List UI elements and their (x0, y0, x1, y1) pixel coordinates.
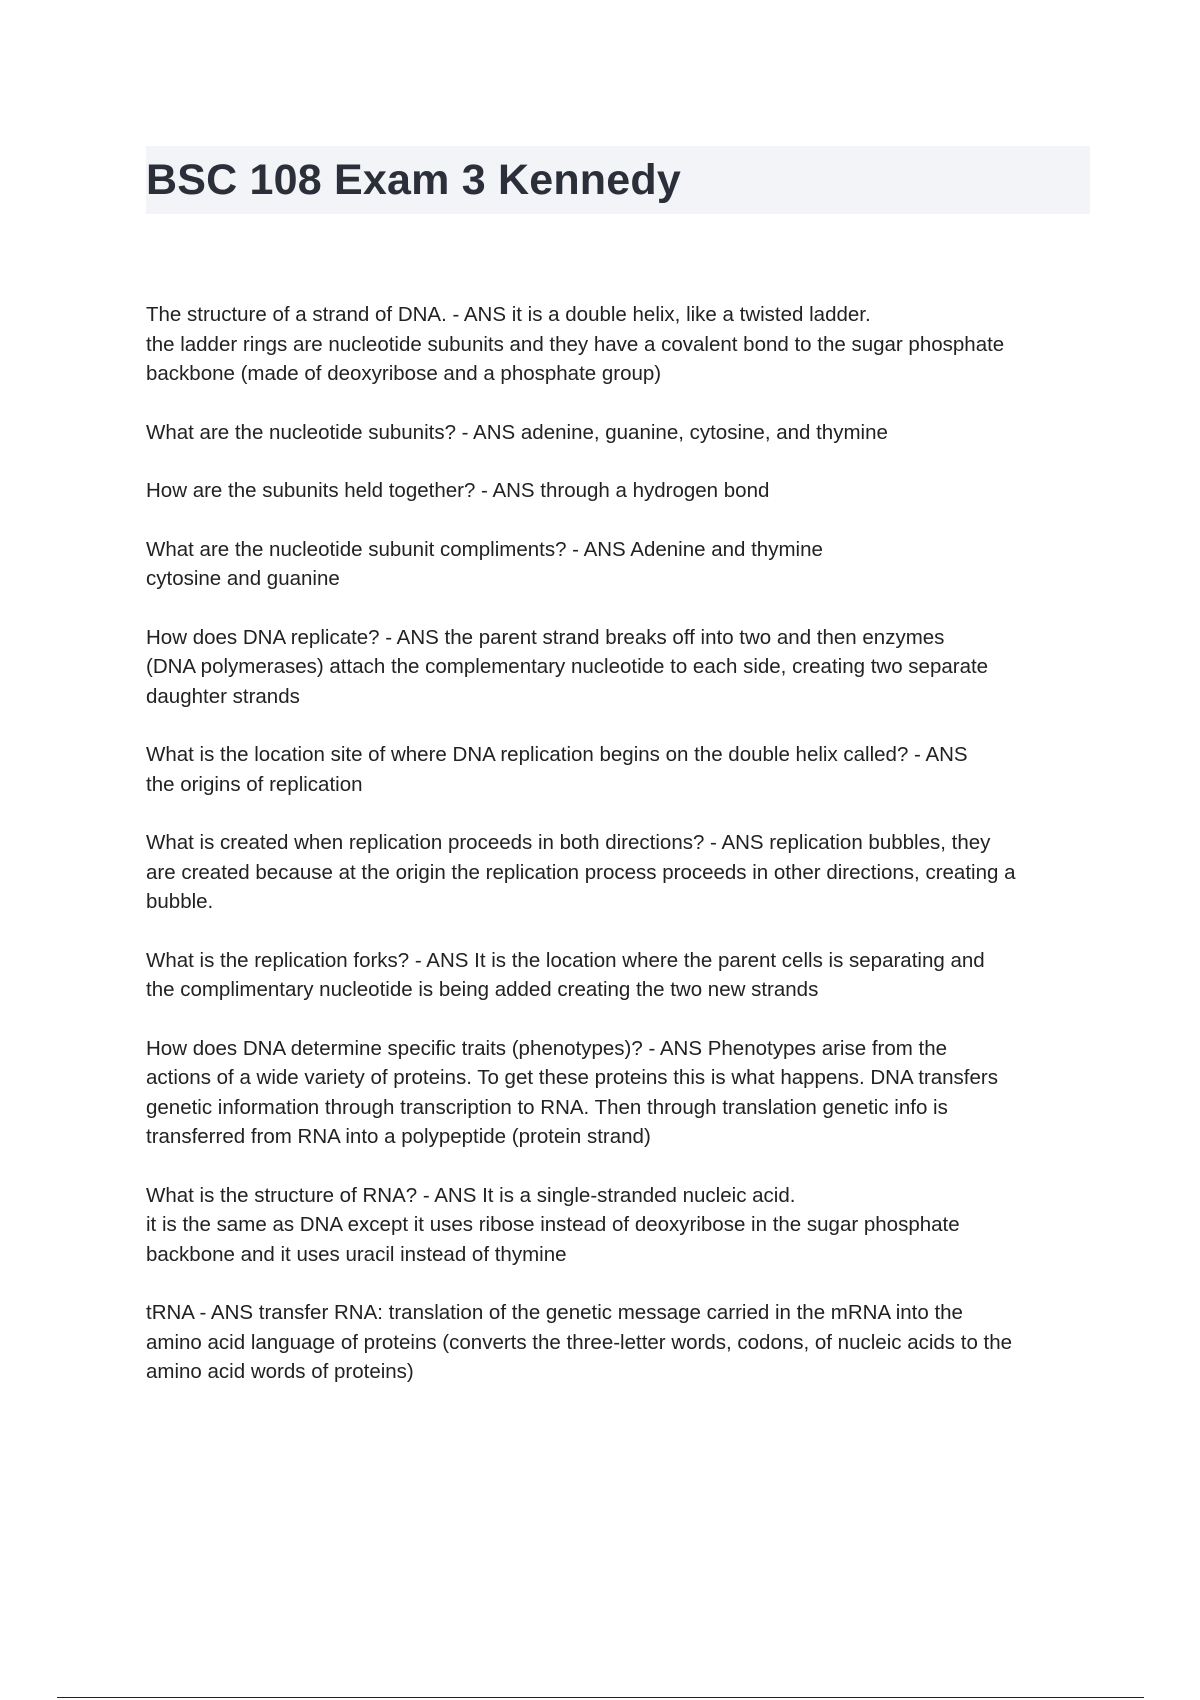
qa-line: daughter strands (146, 684, 300, 708)
qa-line: The structure of a strand of DNA. - ANS it is a double helix, like a twisted ladder. (146, 303, 871, 326)
qa-line: How are the subunits held together? - ANS through a hydrogen bond (146, 479, 770, 502)
qa-line: What are the nucleotide subunits? - ANS adenine, guanine, cytosine, and thymine (146, 420, 888, 444)
qa-entry (146, 740, 1096, 799)
qa-line: transferred from RNA into a polypeptide (protein strand) (146, 1125, 651, 1148)
qa-line: the origins of replication (146, 772, 363, 796)
qa-line: tRNA - ANS transfer RNA: translation of the genetic message carried in the mRNA into the (146, 1301, 963, 1324)
qa-line: How does DNA determine specific traits (phenotypes)? - ANS Phenotypes arise from the (146, 1036, 948, 1060)
qa-entry (146, 828, 1096, 917)
qa-line: actions of a wide variety of proteins. To get these proteins this is what happens. DNA transfers (146, 1066, 998, 1089)
qa-entry (146, 476, 1096, 506)
qa-line: (DNA polymerases) attach the complementary nucleotide to each side, creating two separate (146, 655, 989, 678)
qa-line: What are the nucleotide subunit compliments? - ANS Adenine and thymine (146, 537, 823, 561)
qa-entry (146, 946, 1096, 1005)
qa-entry (146, 1298, 1096, 1387)
qa-entry (146, 1034, 1096, 1152)
qa-line: the complimentary nucleotide is being added creating the two new strands (146, 978, 819, 1001)
qa-line: cytosine and guanine (146, 567, 340, 590)
qa-entry (146, 300, 1096, 389)
qa-entry (146, 623, 1096, 712)
qa-line: are created because at the origin the replication process proceeds in other directions, creating a (146, 860, 1016, 884)
qa-line: bubble. (146, 890, 214, 913)
qa-line: backbone and it uses uracil instead of thymine (146, 1242, 567, 1266)
qa-line: amino acid words of proteins) (146, 1360, 414, 1383)
qa-entry (146, 535, 1096, 594)
qa-line: backbone (made of deoxyribose and a phosphate group) (146, 362, 662, 385)
qa-line: What is the replication forks? - ANS It is the location where the parent cells is separating and (146, 948, 985, 972)
qa-line: it is the same as DNA except it uses ribose instead of deoxyribose in the sugar phosphate (146, 1213, 960, 1236)
qa-line: What is the location site of where DNA replication begins on the double helix called? - ANS (146, 743, 968, 766)
qa-line: What is the structure of RNA? - ANS It is a single-stranded nucleic acid. (146, 1183, 796, 1207)
qa-entry (146, 418, 1096, 448)
qa-line: amino acid language of proteins (converts the three-letter words, codons, of nucleic acids to the (146, 1330, 1013, 1354)
document-title: BSC 108 Exam 3 Kennedy (146, 156, 681, 204)
qa-entry (146, 1181, 1096, 1270)
qa-line: genetic information through transcription to RNA. Then through translation genetic info is (146, 1095, 948, 1119)
footer-divider (57, 1697, 1144, 1698)
qa-list (146, 300, 1096, 1416)
qa-line: How does DNA replicate? - ANS the parent strand breaks off into two and then enzymes (146, 625, 945, 649)
qa-line: What is created when replication proceeds in both directions? - ANS replication bubbles, they (146, 831, 991, 854)
qa-line: the ladder rings are nucleotide subunits and they have a covalent bond to the sugar phosphate (146, 332, 1005, 356)
